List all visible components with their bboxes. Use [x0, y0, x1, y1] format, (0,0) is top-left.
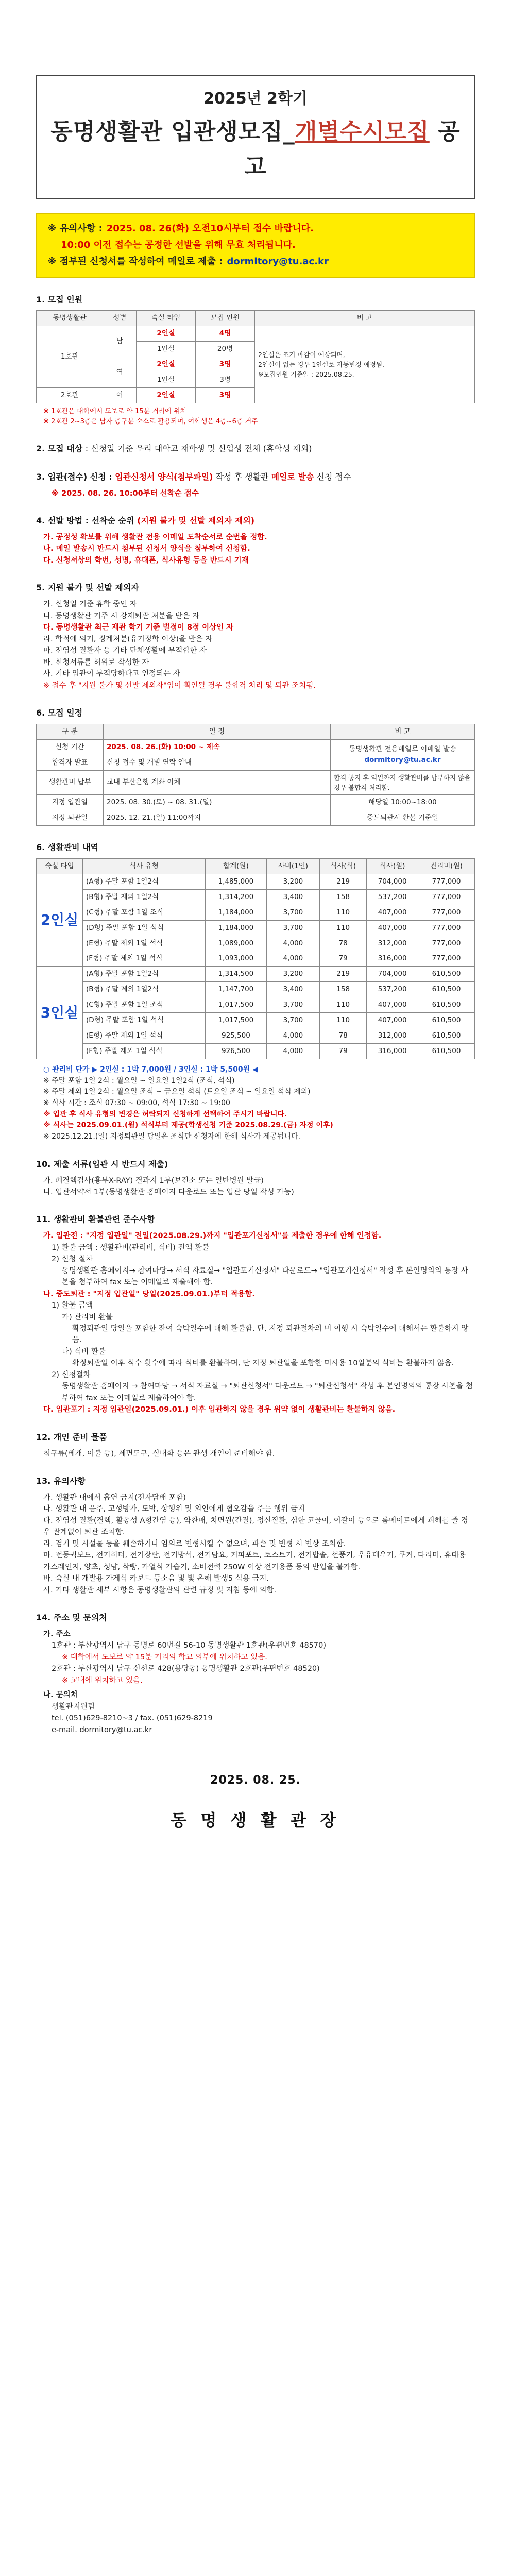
caution-line-3: ※ 점부된 신청서를 작성하여 메일로 제출 : dormitory@tu.ac.kr	[47, 255, 464, 269]
fee-cell: 3,200	[266, 874, 319, 889]
fee-cell: 312,000	[367, 936, 418, 951]
section-cautions: 13. 유의사항 가. 생활관 내에서 흡연 금지(전자담배 포함) 나. 생활관 내 음주, 고성방가, 도박, 상행위 및 외인에게 협오감을 주는 행위 금지 다. 전염성 질환(결핵, 활동성 A형간염 등), 약찬매, 치면원(간질), 정신질환, 심한 코골이, 이갈이 등으로 룸메이트에게 피해를 줄 경우 관계없이 퇴관 조치함. 라. 검기 및 시설물 등을 훼손하거나 임의로 변형시킬 수 없으며, 파손 및 변형 시 변상 조치함. 마. 전동퀵보드, 전기히터, 전기장판, 전기방석, 전기담요, 커피포트, 토스트기, 전기밥솥, 선풍기, 우유데우기, 쿠커, 다리미, 휴대용 가스레인지, 양초, 성냥, 삭빵, 가열식 가습기, 소비전력 250W 이상 전기용품 등의 반입을 불가함. 바. 숙실 내 개발용 가게식 카보드 등소움 및 빛 온해 발생5 식용 금지. 사. 기타 생활관 세부 사항은 동명생활관의 관련 규정 및 지침 등에 의함.	[36, 1475, 475, 1596]
fee-cell: 4,000	[266, 1028, 319, 1044]
fee-row	[37, 889, 475, 905]
notice-page	[0, 75, 511, 1834]
page-title: 동명생활관 입관생모집_개별수시모집 공고	[50, 118, 461, 180]
list-item: 바. 숙실 내 개발용 가게식 카보드 등소움 및 빛 온해 발생5 식용 금지.	[43, 1574, 269, 1583]
table-row: 합격자 발표 신청 접수 및 개별 연락 안내	[37, 755, 475, 770]
fee-cell: 1,314,500	[206, 967, 267, 982]
list-item: 1) 환불 금액	[52, 1301, 93, 1310]
list-item: 가. 공정성 확보를 위해 생활관 전용 이메일 도착순서로 순번을 정함.	[43, 533, 267, 542]
fee-cell: (A형) 주말 포함 1일2식	[83, 874, 206, 889]
list-item: 나. 중도퇴관 : "지정 입관일" 당일(2025.09.01.)부터 적용함.	[43, 1290, 255, 1298]
fee-cell: 610,500	[418, 1013, 475, 1028]
fee-row	[37, 951, 475, 967]
fee-cell: 3,700	[266, 997, 319, 1013]
issue-date: 2025. 08. 25.	[210, 1774, 301, 1787]
fee-cell: 777,000	[418, 889, 475, 905]
list-item: 사. 기타 입관이 부적당하다고 인정되는 자	[43, 670, 180, 679]
fee-cell: 777,000	[418, 936, 475, 951]
note: ※ 2025.12.21.(일) 지정퇴관일 당일은 조식만 신청자에 한해 식사가 제공됩니다.	[43, 1132, 300, 1141]
semester-label: 2025년 2학기	[203, 90, 308, 108]
caution-box	[36, 213, 475, 278]
section-documents: 10. 제출 서류(입관 시 반드시 제출) 가. 폐결핵검사(흉부X-RAY) 결과지 1부(보건소 또는 일반병원 발급) 나. 입관서약서 1부(동명생활관 홈페이지 다운로드 또는 입관 당일 작성 가능)	[36, 1158, 475, 1198]
fee-cell: (D형) 주말 포함 1일 석식	[83, 1013, 206, 1028]
col-header: 성별	[103, 311, 137, 326]
list-item: 확정퇴관일 이후 식수 횟수에 따라 식비를 환불하며, 단 지정 퇴관일을 포함한 미사용 10일분의 식비는 환불하지 않음.	[72, 1359, 454, 1368]
fee-cell: 4,000	[266, 951, 319, 967]
section-apply: 3. 입관(접수) 신청 : 입관신청서 양식(첨부파일) 작성 후 생활관 메일로 발송 신청 접수 ※ 2025. 08. 26. 10:00부터 선착순 접수	[36, 471, 351, 498]
address-note: ※ 대학에서 도보로 약 15분 거리의 학교 외부에 위치하고 있음.	[62, 1653, 267, 1662]
list-item: 가) 관리비 환불	[62, 1313, 113, 1321]
fee-cell: 704,000	[367, 874, 418, 889]
list-item: 동명생활관 홈페이지 → 참여마당 → 서식 자료실 → "퇴관신청서" 다운로드 → "퇴관신청서" 작성 후 본인명의의 통장 사본을 첨부하여 fax 또는 이메일로 제출하여야 함.	[62, 1382, 473, 1402]
fee-row	[37, 905, 475, 920]
list-item: 마. 전동퀵보드, 전기히터, 전기장판, 전기방석, 전기담요, 커피포트, 토스트기, 전기밥솥, 선풍기, 우유데우기, 쿠커, 다리미, 휴대용 가스레인지, 양초, 성냥, 삭빵, 가열식 가습기, 소비전력 250W 이상 전기용품 등의 반입을 불가함.	[43, 1551, 466, 1571]
fee-cell: 219	[320, 967, 367, 982]
fee-cell: 110	[320, 905, 367, 920]
footer	[36, 1772, 475, 1834]
fee-cell: 1,184,000	[206, 905, 267, 920]
table-row: 1인실 20명	[37, 342, 475, 357]
fee-cell: 1,314,200	[206, 889, 267, 905]
note: ※ 입관 후 식사 유형의 변경은 허락되지 신청하게 선택하여 주시기 바랍니다.	[43, 1110, 287, 1118]
note: ※ 2호관 2~3층은 남자 층구분 숙소로 활용되며, 여학생은 4층~6층 거주	[43, 418, 258, 426]
fee-cell: (A형) 주말 포함 1일2식	[83, 967, 206, 982]
contact-team: 생활관지원팀	[52, 1702, 95, 1711]
fee-row	[37, 874, 475, 889]
fee-cell: 777,000	[418, 951, 475, 967]
fee-cell: 610,500	[418, 1028, 475, 1044]
fee-cell: 610,500	[418, 997, 475, 1013]
col-header: 모집 인원	[196, 311, 255, 326]
table-row: 1호관 남 2인실 4명 2인실은 조기 마감이 예상되며, 2인실이 없는 경우 1인실로 자동변경 예정됨. ※모집인원 기준일 : 2025.08.25.	[37, 326, 475, 342]
list-item: 라. 학적에 의거, 징계처분(유기정학 이상)을 받은 자	[43, 635, 213, 643]
fee-cell: (B형) 주말 제외 1일2식	[83, 982, 206, 997]
list-item: 라. 검기 및 시설물 등을 훼손하거나 임의로 변형시킬 수 없으며, 파손 및 변형 시 변상 조치함.	[43, 1539, 346, 1548]
room-type-label: 2인실	[37, 874, 83, 967]
fee-cell: 704,000	[367, 967, 418, 982]
fee-cell: 79	[320, 1043, 367, 1059]
room-type-label: 3인실	[37, 967, 83, 1059]
fee-cell: 925,500	[206, 1028, 267, 1044]
fee-cell: 219	[320, 874, 367, 889]
caution-line-2: 10:00 이전 접수는 공정한 선발을 위해 무효 처리됩니다.	[61, 239, 296, 250]
fee-cell: 3,700	[266, 905, 319, 920]
fee-cell: 3,400	[266, 982, 319, 997]
fee-cell: 1,093,000	[206, 951, 267, 967]
note: ※ 식사는 2025.09.01.(월) 석식부터 제공(학생신청 기준 2025.08.29.(금) 자정 이후)	[43, 1121, 333, 1130]
fee-cell: 110	[320, 997, 367, 1013]
col-header: 숙실 타입	[137, 311, 196, 326]
fee-cell: 312,000	[367, 1028, 418, 1044]
fee-cell: 537,200	[367, 889, 418, 905]
fee-cell: 407,000	[367, 997, 418, 1013]
table-row: 지정 입관일 2025. 08. 30.(토) ~ 08. 31.(일) 해당일 10:00~18:00	[37, 795, 475, 810]
table-row: 여 2인실 3명	[37, 357, 475, 372]
col-header: 동명생활관	[37, 311, 103, 326]
fee-cell: 407,000	[367, 920, 418, 936]
fee-cell: 407,000	[367, 1013, 418, 1028]
fee-cell: 78	[320, 936, 367, 951]
fee-row	[37, 1013, 475, 1028]
list-item: 다. 신청서상의 학번, 성명, 휴대폰, 식사유형 등을 반드시 기재	[43, 556, 249, 565]
fee-cell: 110	[320, 920, 367, 936]
fee-cell: 3,700	[266, 1013, 319, 1028]
table-row: 2호관 여 2인실 3명	[37, 387, 475, 403]
fee-cell: 4,000	[266, 936, 319, 951]
section-recruit-count	[36, 294, 475, 428]
note: ○ 관리비 단가 ▶ 2인실 : 1박 7,000원 / 3인실 : 1박 5,500원 ◀	[43, 1065, 258, 1074]
fee-row	[37, 997, 475, 1013]
section-personal-items: 12. 개인 준비 물품 침구류(베개, 이불 등), 세면도구, 실내화 등은 관생 개인이 준비해야 함.	[36, 1432, 275, 1458]
fee-cell: 777,000	[418, 905, 475, 920]
fee-cell: (C형) 주말 포함 1일 조식	[83, 997, 206, 1013]
fee-row	[37, 982, 475, 997]
table-row: 생활관비 납부 교내 부산은행 계좌 이체 합격 통지 후 익일까지 생활관비를 납부하지 않을 경우 불합격 처리함.	[37, 770, 475, 795]
fee-cell: 79	[320, 951, 367, 967]
list-item: 2) 신청 절차	[52, 1255, 93, 1264]
fee-cell: 777,000	[418, 920, 475, 936]
schedule-table: 구 분 일 정 비 고 신청 기간 2025. 08. 26.(화) 10:00 ~ 제속 동명생활관 전용메일로 이메일 발송 dormitory@tu.ac.kr 합격자 발표 신청 접수 및 개별 연락 안내 생활관비 납부 교내 부산은행 계좌 이체 합격 통지 후 익일까지 생활관비를 납부하지 않을 경우 불합격 처리함. 지정 입관일 2025. 08. 30.(토) ~ 08. 31.(일) 해당일 10:00~18:00 지정 퇴관일 2025. 12. 21.(일) 11:00까지 중도퇴관시 환불 기준일	[36, 724, 475, 826]
fee-cell: 4,000	[266, 1043, 319, 1059]
issuer-name: 동 명 생 활 관 장	[171, 1810, 340, 1831]
list-item: 다. 전염성 질환(결핵, 활동성 A형간염 등), 약찬매, 치면원(간질), 정신질환, 심한 코골이, 이갈이 등으로 룸메이트에게 피해를 줄 경우 관계없이 퇴관 조치함.	[43, 1516, 468, 1537]
fee-cell: 610,500	[418, 967, 475, 982]
list-item: 바. 신청서류를 허위로 작성한 자	[43, 658, 149, 667]
section-schedule: 6. 모집 일정 구 분 일 정 비 고 신청 기간 2025. 08. 26.(화) 10:00 ~ 제속 동명생활관 전용메일로 이메일 발송 dormitory@tu.ac.kr 합격자 발표 신청 접수 및 개별 연락 안내 생활관비 납부 교내 부산은행 계좌 이체 합격 통지 후 익일까지 생활관비를 납부하지 않을 경우 불합격 처리함. 지정 입관일 2025. 08. 30.(토) ~ 08. 31.(일) 해당일 10:00~18:00 지정 퇴관일 2025. 12. 21.(일) 11:00까지 중도퇴관시 환불 기준일	[36, 707, 475, 826]
contact-phone: tel. (051)629-8210~3 / fax. (051)629-8219	[52, 1714, 213, 1723]
address-note: ※ 교내에 위치하고 있음.	[62, 1676, 143, 1685]
fee-cell: 1,147,700	[206, 982, 267, 997]
fee-cell: 610,500	[418, 1043, 475, 1059]
fee-cell: 1,184,000	[206, 920, 267, 936]
fee-cell: 926,500	[206, 1043, 267, 1059]
fee-row	[37, 967, 475, 982]
section-title: 1. 모집 인원	[36, 294, 83, 304]
fee-cell: 158	[320, 889, 367, 905]
fee-cell: 316,000	[367, 951, 418, 967]
table-row: 지정 퇴관일 2025. 12. 21.(일) 11:00까지 중도퇴관시 환불 기준일	[37, 810, 475, 826]
fee-table: 숙실 타입 식사 유형 합계(원) 사비(1인) 식사(식) 식사(원) 관리비(원) 2인실 (A형) 주말 포함 1일2식 1,485,000 3,200 219 704,000 777,000 (B형) 주말 제외 1일2식 1,314,200 3,400 158 537,200 777,000 (C형) 주말 포함 1일 조식 1,184,000 3,700 110 407,000 777,000 (D형) 주말 포함 1일 석식 1,184,000 3,700 110 407,000 777,000 (E형) 주말 제외 1일 석식 1,089,000 4,000 78 312,000 777,000 (F형) 주말 제외 1일 석식 1,093,000 4,000 79 316,000 777,000 3인실 (A형) 주말 포함 1일2식 1,314,500 3,200 219 704,000 610,500 (B형) 주말 제외 1일2식 1,147,700 3,400 158 537,200 610,500 (C형) 주말 포함 1일 조식 1,017,500 3,700 110 407,000 610,500 (D형) 주말 포함 1일 석식 1,017,500 3,700 110 407,000 610,500 (E형) 주말 제외 1일 석식 925,500 4,000 78 312,000 610,500 (F형) 주말 제외 1일 석식 926,500 4,000 79 316,000 610,500	[36, 858, 475, 1059]
fee-row	[37, 1043, 475, 1059]
announcement-header	[36, 75, 475, 199]
fee-cell: (D형) 주말 포함 1일 석식	[83, 920, 206, 936]
fee-row	[37, 936, 475, 951]
fee-cell: 3,700	[266, 920, 319, 936]
section-target: 2. 모집 대상 : 신청일 기준 우리 대학교 재학생 및 신입생 전체 (휴학생 제외)	[36, 444, 312, 454]
fee-cell: 1,089,000	[206, 936, 267, 951]
list-item: 나. 입관서약서 1부(동명생활관 홈페이지 다운로드 또는 입관 당일 작성 가능)	[43, 1188, 294, 1196]
fee-cell: 316,000	[367, 1043, 418, 1059]
fee-cell: (F형) 주말 제외 1일 석식	[83, 1043, 206, 1059]
fee-cell: 1,017,500	[206, 997, 267, 1013]
list-item: 동명생활관 홈페이지→ 참여마당→ 서식 자료실→ "입관포기신청서" 다운로드→ "입관포기신청서" 작성 후 본인명의의 통장 사본을 첨부하여 fax 또는 이메일로 제출해야 함.	[62, 1266, 468, 1287]
fee-cell: 1,485,000	[206, 874, 267, 889]
fee-cell: 3,400	[266, 889, 319, 905]
contact-email[interactable]: e-mail. dormitory@tu.ac.kr	[52, 1725, 152, 1734]
section-fees: 6. 생활관비 내역 숙실 타입 식사 유형 합계(원) 사비(1인) 식사(식) 식사(원) 관리비(원) 2인실 (A형) 주말 포함 1일2식 1,485,000 3,200 219 704,000 777,000 (B형) 주말 제외 1일2식 1,314,200 3,400 158 537,200 777,000 (C형) 주말 포함 1일 조식 1,184,000 3,700 110 407,000 777,000 (D형) 주말 포함 1일 석식 1,184,000 3,700 110 407,000 777,000 (E형) 주말 제외 1일 석식 1,089,000 4,000 78 312,000 777,000 (F형) 주말 제외 1일 석식 1,093,000 4,000 79 316,000 777,000 3인실 (A형) 주말 포함 1일2식 1,314,500 3,200 219 704,000 610,500 (B형) 주말 제외 1일2식 1,147,700 3,400 158 537,200 610,500 (C형) 주말 포함 1일 조식 1,017,500 3,700 110 407,000 610,500 (D형) 주말 포함 1일 석식 1,017,500 3,700 110 407,000 610,500 (E형) 주말 제외 1일 석식 925,500 4,000 78 312,000 610,500 (F형) 주말 제외 1일 석식 926,500 4,000 79 316,000 610,500 ○ 관리비 단가 ▶ 2인실 : 1박 7,000원 / 3인실 : 1박 5,500원 ◀ ※ 주말 포함 1일 2식 : 월요일 ~ 일요일 1일2식 (조식, 석식) ※ 주말 제외 1일 2식 : 월요일 조식 ~ 금요일 석식 (토요일 조식 ~ 일요일 석식 제외) ※ 식사 시간 : 조식 07:30 ~ 09:00, 석식 17:30 ~ 19:00 ※ 입관 후 식사 유형의 변경은 허락되지 신청하게 선택하여 주시기 바랍니다. ※ 식사는 2025.09.01.(월) 석식부터 제공(학생신청 기준 2025.08.29.(금) 자정 이후) ※ 2025.12.21.(일) 지정퇴관일 당일은 조식만 신청자에 한해 식사가 제공됩니다.	[36, 841, 475, 1143]
fee-row	[37, 1028, 475, 1044]
fee-cell: (E형) 주말 제외 1일 석식	[83, 1028, 206, 1044]
caution-line-1: ※ 유의사항 : 2025. 08. 26(화) 오전10시부터 접수 바랍니다.	[47, 223, 314, 234]
dormitory-email-link[interactable]: dormitory@tu.ac.kr	[227, 256, 329, 267]
section-exclusions: 5. 지원 불가 및 선발 제외자 가. 신청일 기준 휴학 중인 자 나. 동명생활관 거주 시 강제퇴관 처분을 받은 자 다. 동명생활관 최근 재관 학기 기준 벌점이 8점 이상인 자 라. 학적에 의거, 징계처분(유기정학 이상)을 받은 자 마. 전염성 질환자 등 기타 단체생활에 부적합한 자 바. 신청서류를 허위로 작성한 자 사. 기타 입관이 부적당하다고 인정되는 자 ※ 접수 후 "지원 불가 및 선발 제외자"임이 확인될 경우 불합격 처리 및 퇴관 조치됨.	[36, 582, 475, 691]
note: ※ 1호관은 대학에서 도보로 약 15분 거리에 위치	[43, 407, 187, 415]
section-refund: 11. 생활관비 환불관련 준수사항 가. 입관전 : "지정 입관일" 전일(2025.08.29.)까지 "입관포기신청서"를 제출한 경우에 한해 인정함. 1) 환불 금액 : 생활관비(관리비, 식비) 전액 환불 2) 신청 절차 동명생활관 홈페이지→ 참여마당→ 서식 자료실→ "입관포기신청서" 다운로드→ "입관포기신청서" 작성 후 본인명의의 통장 사본을 첨부하여 fax 또는 이메일로 제출해야 함. 나. 중도퇴관 : "지정 입관일" 당일(2025.09.01.)부터 적용함. 1) 환불 금액 가) 관리비 환불 확정퇴관일 당일을 포함한 잔여 숙박일수에 대해 환불함. 단, 지정 퇴관절차의 미 이행 시 숙박일수에 대해서는 환불하지 않음. 나) 식비 환불 확정퇴관일 이후 식수 횟수에 따라 식비를 환불하며, 단 지정 퇴관일을 포함한 미사용 10일분의 식비는 환불하지 않음. 2) 신청절차 동명생활관 홈페이지 → 참여마당 → 서식 자료실 → "퇴관신청서" 다운로드 → "퇴관신청서" 작성 후 본인명의의 통장 사본을 첨부하여 fax 또는 이메일로 제출하여야 함. 다. 입관포기 : 지정 입관일(2025.09.01.) 이후 입관하지 않을 경우 위약 없이 생활관비는 환불하지 않음.	[36, 1213, 475, 1415]
list-item: 나) 식비 환불	[62, 1347, 106, 1356]
fee-cell: (F형) 주말 제외 1일 석식	[83, 951, 206, 967]
fee-cell: (B형) 주말 제외 1일2식	[83, 889, 206, 905]
section-contact: 14. 주소 및 문의처 가. 주소 1호관 : 부산광역시 남구 동명로 60번길 56-10 동명생활관 1호관(우편번호 48570) ※ 대학에서 도보로 약 15분 거리의 학교 외부에 위치하고 있음. 2호관 : 부산광역시 남구 신선로 428(용당동) 동명생활관 2호관(우편번호 48520) ※ 교내에 위치하고 있음. 나. 문의처 생활관지원팀 tel. (051)629-8210~3 / fax. (051)629-8219 e-mail. dormitory@tu.ac.kr	[36, 1612, 475, 1736]
list-item: 나. 생활관 내 음주, 고성방가, 도박, 상행위 및 외인에게 협오감을 주는 행위 금지	[43, 1505, 305, 1514]
fee-cell: (C형) 주말 포함 1일 조식	[83, 905, 206, 920]
dormitory-email-link[interactable]: dormitory@tu.ac.kr	[364, 756, 441, 765]
list-item: 가. 생활관 내에서 흡연 금지(전자담배 포함)	[43, 1493, 186, 1502]
table-row: 1인실 3명	[37, 372, 475, 388]
fee-cell: 78	[320, 1028, 367, 1044]
title-highlight: 개별수시모집	[295, 118, 430, 145]
fee-cell: 158	[320, 982, 367, 997]
list-item: 사. 기타 생활관 세부 사항은 동명생활관의 관련 규정 및 지침 등에 의함.	[43, 1586, 277, 1595]
note: ※ 식사 시간 : 조식 07:30 ~ 09:00, 석식 17:30 ~ 19:00	[43, 1098, 230, 1107]
fee-cell: 777,000	[418, 874, 475, 889]
list-item: 가. 폐결핵검사(흉부X-RAY) 결과지 1부(보건소 또는 일반병원 발급)	[43, 1176, 264, 1185]
fee-cell: 1,017,500	[206, 1013, 267, 1028]
note: ※ 접수 후 "지원 불가 및 선발 제외자"임이 확인될 경우 불합격 처리 및 퇴관 조치됨.	[43, 681, 316, 690]
recruit-table	[36, 310, 475, 403]
fee-notes	[43, 1064, 475, 1143]
list-item: 나. 메일 발송시 반드시 첨부된 신청서 양식을 첨부하여 신청함.	[43, 545, 250, 553]
address-line: 2호관 : 부산광역시 남구 신선로 428(용당동) 동명생활관 2호관(우편번호 48520)	[52, 1665, 320, 1673]
note: ※ 주말 포함 1일 2식 : 월요일 ~ 일요일 1일2식 (조식, 석식)	[43, 1076, 235, 1085]
list-item: 나. 동명생활관 거주 시 강제퇴관 처분을 받은 자	[43, 612, 200, 620]
fee-cell: 110	[320, 1013, 367, 1028]
list-item: 1) 환불 금액 : 생활관비(관리비, 식비) 전액 환불	[52, 1243, 210, 1252]
col-header: 비 고	[254, 311, 474, 326]
list-item: 2) 신청절차	[52, 1370, 91, 1379]
section-selection: 4. 선발 방법 : 선착순 순위 (지원 불가 및 선발 제외자 제외) 가. 공정성 확보를 위해 생활관 전용 이메일 도착순서로 순번을 정함. 나. 메일 발송시 반드시 첨부된 신청서 양식을 첨부하여 신청함. 다. 신청서상의 학번, 성명, 휴대폰, 식사유형 등을 반드시 기재	[36, 515, 475, 566]
address-line: 1호관 : 부산광역시 남구 동명로 60번길 56-10 동명생활관 1호관(우편번호 48570)	[52, 1641, 327, 1650]
list-item: 확정퇴관일 당일을 포함한 잔여 숙박일수에 대해 환불함. 단, 지정 퇴관절차의 미 이행 시 숙박일수에 대해서는 환불하지 않음.	[72, 1325, 469, 1345]
fee-cell: 407,000	[367, 905, 418, 920]
table-row: 신청 기간 2025. 08. 26.(화) 10:00 ~ 제속 동명생활관 전용메일로 이메일 발송 dormitory@tu.ac.kr	[37, 739, 475, 755]
list-item: 마. 전염성 질환자 등 기타 단체생활에 부적합한 자	[43, 647, 207, 655]
note: ※ 주말 제외 1일 2식 : 월요일 조식 ~ 금요일 석식 (토요일 조식 ~ 일요일 석식 제외)	[43, 1088, 311, 1096]
fee-cell: 610,500	[418, 982, 475, 997]
fee-cell: (E형) 주말 제외 1일 석식	[83, 936, 206, 951]
list-item: 다. 동명생활관 최근 재관 학기 기준 벌점이 8점 이상인 자	[43, 623, 234, 632]
fee-row	[37, 920, 475, 936]
list-item: 가. 입관전 : "지정 입관일" 전일(2025.08.29.)까지 "입관포기신청서"를 제출한 경우에 한해 인정함.	[43, 1232, 382, 1241]
fee-cell: 3,200	[266, 967, 319, 982]
fee-cell: 537,200	[367, 982, 418, 997]
list-item: 다. 입관포기 : 지정 입관일(2025.09.01.) 이후 입관하지 않을 경우 위약 없이 생활관비는 환불하지 않음.	[43, 1405, 396, 1414]
list-item: 가. 신청일 기준 휴학 중인 자	[43, 600, 137, 609]
recruit-remark: 2인실은 조기 마감이 예상되며, 2인실이 없는 경우 1인실로 자동변경 예정됨. ※모집인원 기준일 : 2025.08.25.	[254, 326, 474, 403]
